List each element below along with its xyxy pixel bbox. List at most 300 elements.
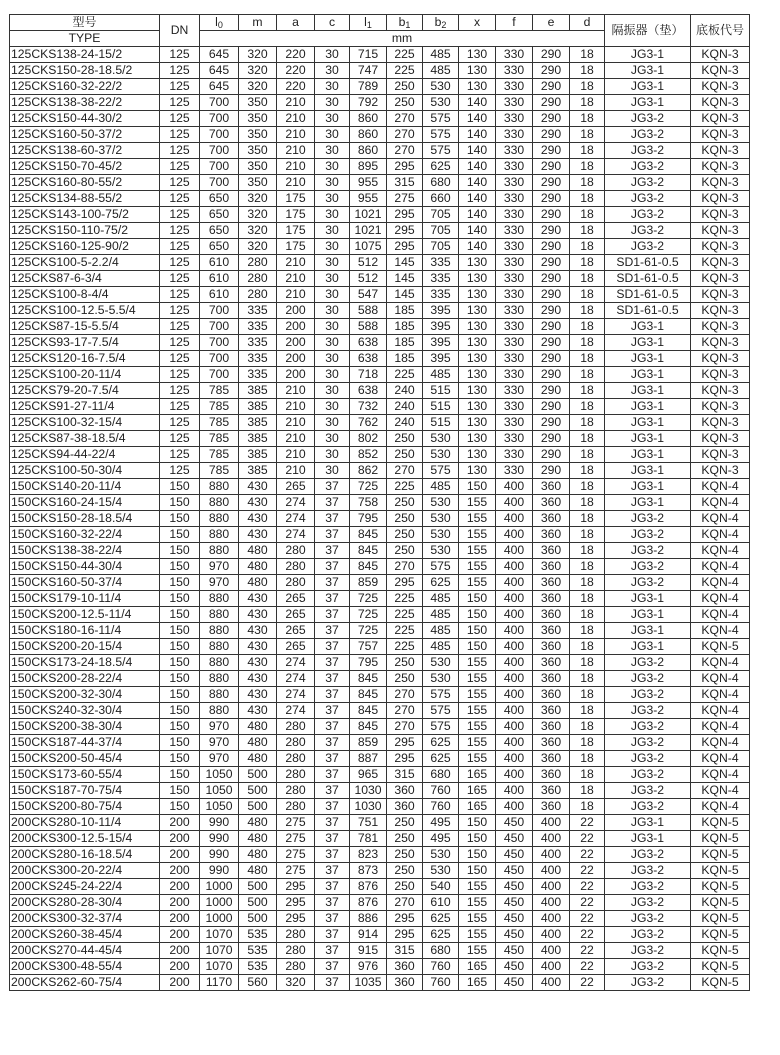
cell-a: 280 xyxy=(277,799,315,815)
cell-d: 18 xyxy=(570,719,605,735)
header-dim-subscript: 1 xyxy=(405,20,411,30)
cell-d: 18 xyxy=(570,111,605,127)
cell-isolator: JG3-1 xyxy=(605,431,691,447)
cell-type: 125CKS79-20-7.5/4 xyxy=(10,383,160,399)
cell-x: 155 xyxy=(459,751,496,767)
cell-base-plate: KQN-3 xyxy=(691,143,750,159)
cell-a: 295 xyxy=(277,911,315,927)
cell-b2: 530 xyxy=(423,495,459,511)
cell-l1: 795 xyxy=(350,511,387,527)
cell-b2: 705 xyxy=(423,239,459,255)
cell-l1: 792 xyxy=(350,95,387,111)
cell-b1: 250 xyxy=(387,79,423,95)
cell-e: 360 xyxy=(533,527,570,543)
cell-l1: 725 xyxy=(350,479,387,495)
cell-c: 30 xyxy=(315,287,350,303)
cell-l0: 785 xyxy=(200,431,239,447)
cell-base-plate: KQN-3 xyxy=(691,399,750,415)
cell-b1: 250 xyxy=(387,543,423,559)
cell-type: 150CKS200-12.5-11/4 xyxy=(10,607,160,623)
cell-x: 130 xyxy=(459,47,496,63)
cell-f: 330 xyxy=(496,367,533,383)
table-row xyxy=(10,287,750,303)
cell-b2: 485 xyxy=(423,367,459,383)
cell-l1: 845 xyxy=(350,543,387,559)
cell-a: 265 xyxy=(277,479,315,495)
cell-dn: 125 xyxy=(160,111,200,127)
cell-e: 290 xyxy=(533,111,570,127)
cell-isolator: JG3-2 xyxy=(605,783,691,799)
pump-spec-table xyxy=(9,14,750,991)
cell-base-plate: KQN-3 xyxy=(691,79,750,95)
cell-m: 535 xyxy=(239,927,277,943)
cell-e: 400 xyxy=(533,831,570,847)
cell-x: 130 xyxy=(459,303,496,319)
cell-l1: 758 xyxy=(350,495,387,511)
cell-m: 480 xyxy=(239,751,277,767)
cell-type: 125CKS150-28-18.5/2 xyxy=(10,63,160,79)
cell-f: 400 xyxy=(496,591,533,607)
cell-e: 360 xyxy=(533,623,570,639)
cell-b1: 250 xyxy=(387,527,423,543)
cell-a: 210 xyxy=(277,287,315,303)
cell-e: 360 xyxy=(533,687,570,703)
table-row xyxy=(10,655,750,671)
cell-dn: 150 xyxy=(160,799,200,815)
cell-c: 37 xyxy=(315,495,350,511)
cell-b2: 395 xyxy=(423,351,459,367)
cell-base-plate: KQN-4 xyxy=(691,719,750,735)
cell-dn: 125 xyxy=(160,255,200,271)
cell-a: 265 xyxy=(277,639,315,655)
cell-e: 360 xyxy=(533,559,570,575)
cell-d: 18 xyxy=(570,783,605,799)
cell-m: 430 xyxy=(239,687,277,703)
cell-f: 450 xyxy=(496,815,533,831)
cell-b1: 250 xyxy=(387,95,423,111)
cell-type: 125CKS94-44-22/4 xyxy=(10,447,160,463)
table-row xyxy=(10,79,750,95)
cell-b1: 295 xyxy=(387,575,423,591)
cell-a: 280 xyxy=(277,559,315,575)
cell-l0: 970 xyxy=(200,751,239,767)
header-dim-c xyxy=(315,15,350,31)
cell-b2: 625 xyxy=(423,735,459,751)
cell-e: 360 xyxy=(533,495,570,511)
cell-b2: 575 xyxy=(423,463,459,479)
cell-c: 37 xyxy=(315,799,350,815)
cell-b1: 295 xyxy=(387,751,423,767)
cell-c: 30 xyxy=(315,351,350,367)
cell-base-plate: KQN-4 xyxy=(691,655,750,671)
cell-b1: 270 xyxy=(387,703,423,719)
table-row xyxy=(10,895,750,911)
cell-d: 22 xyxy=(570,975,605,991)
cell-base-plate: KQN-3 xyxy=(691,415,750,431)
cell-x: 155 xyxy=(459,543,496,559)
cell-f: 330 xyxy=(496,255,533,271)
table-row xyxy=(10,111,750,127)
cell-base-plate: KQN-3 xyxy=(691,255,750,271)
cell-isolator: JG3-1 xyxy=(605,831,691,847)
cell-b1: 145 xyxy=(387,287,423,303)
cell-b2: 395 xyxy=(423,319,459,335)
cell-x: 155 xyxy=(459,735,496,751)
cell-b2: 530 xyxy=(423,79,459,95)
cell-l0: 880 xyxy=(200,591,239,607)
table-row xyxy=(10,431,750,447)
cell-c: 30 xyxy=(315,159,350,175)
cell-b1: 270 xyxy=(387,687,423,703)
table-row xyxy=(10,751,750,767)
cell-f: 400 xyxy=(496,671,533,687)
cell-a: 210 xyxy=(277,111,315,127)
cell-b2: 485 xyxy=(423,623,459,639)
header-dim-e xyxy=(533,15,570,31)
cell-l1: 781 xyxy=(350,831,387,847)
cell-l1: 757 xyxy=(350,639,387,655)
header-dim-symbol: m xyxy=(252,15,263,29)
cell-x: 155 xyxy=(459,879,496,895)
cell-l0: 1050 xyxy=(200,799,239,815)
cell-isolator: JG3-2 xyxy=(605,511,691,527)
table-row xyxy=(10,911,750,927)
cell-isolator: JG3-2 xyxy=(605,559,691,575)
cell-c: 30 xyxy=(315,399,350,415)
cell-a: 274 xyxy=(277,655,315,671)
cell-type: 125CKS138-38-22/2 xyxy=(10,95,160,111)
cell-type: 150CKS200-80-75/4 xyxy=(10,799,160,815)
cell-a: 200 xyxy=(277,319,315,335)
cell-b2: 530 xyxy=(423,511,459,527)
cell-dn: 200 xyxy=(160,831,200,847)
cell-f: 400 xyxy=(496,735,533,751)
cell-l0: 880 xyxy=(200,527,239,543)
cell-e: 360 xyxy=(533,607,570,623)
cell-c: 30 xyxy=(315,223,350,239)
cell-a: 274 xyxy=(277,511,315,527)
cell-l1: 802 xyxy=(350,431,387,447)
cell-type: 125CKS100-12.5-5.5/4 xyxy=(10,303,160,319)
cell-isolator: JG3-2 xyxy=(605,687,691,703)
cell-l1: 747 xyxy=(350,63,387,79)
cell-l1: 795 xyxy=(350,655,387,671)
cell-d: 18 xyxy=(570,239,605,255)
cell-base-plate: KQN-3 xyxy=(691,351,750,367)
cell-dn: 125 xyxy=(160,399,200,415)
cell-a: 280 xyxy=(277,959,315,975)
cell-c: 30 xyxy=(315,463,350,479)
cell-x: 150 xyxy=(459,639,496,655)
cell-a: 210 xyxy=(277,383,315,399)
cell-base-plate: KQN-3 xyxy=(691,303,750,319)
cell-type: 200CKS300-12.5-15/4 xyxy=(10,831,160,847)
cell-dn: 125 xyxy=(160,287,200,303)
cell-isolator: JG3-2 xyxy=(605,975,691,991)
cell-f: 450 xyxy=(496,943,533,959)
cell-type: 125CKS87-15-5.5/4 xyxy=(10,319,160,335)
cell-f: 400 xyxy=(496,543,533,559)
cell-dn: 150 xyxy=(160,703,200,719)
cell-f: 330 xyxy=(496,431,533,447)
cell-d: 18 xyxy=(570,463,605,479)
cell-b2: 495 xyxy=(423,831,459,847)
cell-f: 330 xyxy=(496,207,533,223)
cell-f: 330 xyxy=(496,271,533,287)
cell-base-plate: KQN-3 xyxy=(691,207,750,223)
cell-f: 330 xyxy=(496,447,533,463)
cell-x: 165 xyxy=(459,975,496,991)
cell-c: 30 xyxy=(315,95,350,111)
cell-l1: 859 xyxy=(350,575,387,591)
cell-a: 275 xyxy=(277,863,315,879)
cell-f: 330 xyxy=(496,303,533,319)
cell-b1: 250 xyxy=(387,879,423,895)
cell-type: 125CKS93-17-7.5/4 xyxy=(10,335,160,351)
cell-c: 30 xyxy=(315,47,350,63)
cell-c: 30 xyxy=(315,303,350,319)
cell-a: 175 xyxy=(277,223,315,239)
cell-l1: 789 xyxy=(350,79,387,95)
cell-f: 330 xyxy=(496,79,533,95)
cell-a: 280 xyxy=(277,575,315,591)
cell-m: 535 xyxy=(239,959,277,975)
cell-a: 200 xyxy=(277,367,315,383)
cell-d: 18 xyxy=(570,383,605,399)
cell-b2: 530 xyxy=(423,447,459,463)
cell-dn: 125 xyxy=(160,223,200,239)
cell-d: 18 xyxy=(570,335,605,351)
table-row xyxy=(10,671,750,687)
cell-d: 22 xyxy=(570,815,605,831)
cell-f: 400 xyxy=(496,479,533,495)
cell-e: 290 xyxy=(533,431,570,447)
table-row xyxy=(10,319,750,335)
cell-dn: 150 xyxy=(160,479,200,495)
cell-a: 200 xyxy=(277,351,315,367)
cell-d: 22 xyxy=(570,895,605,911)
cell-l1: 845 xyxy=(350,559,387,575)
cell-isolator: JG3-2 xyxy=(605,751,691,767)
cell-b1: 250 xyxy=(387,495,423,511)
cell-d: 18 xyxy=(570,367,605,383)
cell-l1: 845 xyxy=(350,703,387,719)
table-row xyxy=(10,335,750,351)
cell-isolator: JG3-2 xyxy=(605,159,691,175)
cell-c: 37 xyxy=(315,655,350,671)
cell-b1: 360 xyxy=(387,799,423,815)
cell-base-plate: KQN-3 xyxy=(691,463,750,479)
cell-x: 155 xyxy=(459,895,496,911)
cell-l1: 914 xyxy=(350,927,387,943)
cell-f: 400 xyxy=(496,703,533,719)
cell-type: 150CKS200-50-45/4 xyxy=(10,751,160,767)
cell-base-plate: KQN-4 xyxy=(691,783,750,799)
cell-f: 330 xyxy=(496,335,533,351)
cell-l1: 588 xyxy=(350,319,387,335)
cell-b1: 270 xyxy=(387,127,423,143)
cell-f: 400 xyxy=(496,495,533,511)
cell-l0: 880 xyxy=(200,623,239,639)
cell-l0: 645 xyxy=(200,79,239,95)
cell-l1: 638 xyxy=(350,383,387,399)
cell-x: 155 xyxy=(459,527,496,543)
cell-m: 480 xyxy=(239,543,277,559)
cell-f: 400 xyxy=(496,783,533,799)
cell-m: 320 xyxy=(239,223,277,239)
cell-e: 290 xyxy=(533,367,570,383)
cell-b1: 250 xyxy=(387,831,423,847)
cell-b1: 225 xyxy=(387,639,423,655)
cell-f: 400 xyxy=(496,751,533,767)
cell-l1: 876 xyxy=(350,895,387,911)
cell-type: 125CKS143-100-75/2 xyxy=(10,207,160,223)
cell-isolator: JG3-1 xyxy=(605,639,691,655)
cell-m: 430 xyxy=(239,623,277,639)
cell-a: 200 xyxy=(277,335,315,351)
cell-isolator: JG3-1 xyxy=(605,63,691,79)
cell-dn: 150 xyxy=(160,559,200,575)
cell-a: 200 xyxy=(277,303,315,319)
cell-base-plate: KQN-3 xyxy=(691,239,750,255)
cell-base-plate: KQN-3 xyxy=(691,383,750,399)
table-row xyxy=(10,591,750,607)
cell-m: 480 xyxy=(239,575,277,591)
cell-isolator: JG3-2 xyxy=(605,847,691,863)
cell-d: 22 xyxy=(570,831,605,847)
table-row xyxy=(10,815,750,831)
cell-e: 360 xyxy=(533,479,570,495)
cell-a: 274 xyxy=(277,671,315,687)
cell-b2: 335 xyxy=(423,255,459,271)
cell-dn: 200 xyxy=(160,879,200,895)
cell-dn: 125 xyxy=(160,383,200,399)
cell-f: 450 xyxy=(496,959,533,975)
cell-l0: 700 xyxy=(200,175,239,191)
cell-type: 125CKS134-88-55/2 xyxy=(10,191,160,207)
cell-f: 400 xyxy=(496,511,533,527)
cell-l1: 895 xyxy=(350,159,387,175)
header-dim-symbol: e xyxy=(547,15,555,29)
cell-d: 18 xyxy=(570,431,605,447)
cell-c: 30 xyxy=(315,207,350,223)
cell-x: 150 xyxy=(459,623,496,639)
cell-l0: 785 xyxy=(200,383,239,399)
cell-base-plate: KQN-3 xyxy=(691,319,750,335)
cell-l1: 732 xyxy=(350,399,387,415)
cell-b1: 240 xyxy=(387,415,423,431)
cell-x: 150 xyxy=(459,479,496,495)
cell-m: 430 xyxy=(239,591,277,607)
cell-e: 400 xyxy=(533,895,570,911)
cell-b2: 530 xyxy=(423,655,459,671)
table-row xyxy=(10,927,750,943)
cell-a: 280 xyxy=(277,543,315,559)
cell-type: 125CKS160-32-22/2 xyxy=(10,79,160,95)
cell-c: 37 xyxy=(315,623,350,639)
cell-l0: 700 xyxy=(200,351,239,367)
cell-d: 18 xyxy=(570,415,605,431)
cell-d: 18 xyxy=(570,495,605,511)
cell-type: 125CKS160-125-90/2 xyxy=(10,239,160,255)
cell-e: 290 xyxy=(533,175,570,191)
cell-b1: 360 xyxy=(387,959,423,975)
cell-dn: 125 xyxy=(160,463,200,479)
cell-l1: 1030 xyxy=(350,799,387,815)
cell-x: 130 xyxy=(459,271,496,287)
cell-l1: 1075 xyxy=(350,239,387,255)
cell-a: 320 xyxy=(277,975,315,991)
cell-l1: 725 xyxy=(350,623,387,639)
cell-b1: 145 xyxy=(387,271,423,287)
cell-b1: 250 xyxy=(387,447,423,463)
cell-c: 30 xyxy=(315,431,350,447)
cell-b2: 575 xyxy=(423,559,459,575)
cell-l0: 880 xyxy=(200,543,239,559)
cell-c: 37 xyxy=(315,671,350,687)
cell-b1: 360 xyxy=(387,975,423,991)
cell-isolator: SD1-61-0.5 xyxy=(605,287,691,303)
cell-c: 37 xyxy=(315,767,350,783)
cell-x: 140 xyxy=(459,191,496,207)
cell-l0: 1170 xyxy=(200,975,239,991)
cell-l0: 610 xyxy=(200,287,239,303)
cell-base-plate: KQN-5 xyxy=(691,879,750,895)
cell-m: 500 xyxy=(239,895,277,911)
cell-base-plate: KQN-3 xyxy=(691,127,750,143)
table-row xyxy=(10,943,750,959)
table-row xyxy=(10,399,750,415)
cell-isolator: JG3-2 xyxy=(605,959,691,975)
cell-a: 295 xyxy=(277,895,315,911)
cell-a: 275 xyxy=(277,815,315,831)
cell-dn: 150 xyxy=(160,591,200,607)
cell-dn: 200 xyxy=(160,847,200,863)
cell-c: 37 xyxy=(315,847,350,863)
table-row xyxy=(10,191,750,207)
cell-e: 290 xyxy=(533,383,570,399)
cell-x: 140 xyxy=(459,175,496,191)
cell-f: 330 xyxy=(496,287,533,303)
cell-m: 480 xyxy=(239,831,277,847)
cell-type: 150CKS160-32-22/4 xyxy=(10,527,160,543)
cell-base-plate: KQN-4 xyxy=(691,511,750,527)
cell-b1: 185 xyxy=(387,303,423,319)
cell-l0: 650 xyxy=(200,239,239,255)
cell-dn: 125 xyxy=(160,335,200,351)
cell-x: 165 xyxy=(459,799,496,815)
cell-l1: 588 xyxy=(350,303,387,319)
cell-type: 125CKS150-110-75/2 xyxy=(10,223,160,239)
cell-d: 18 xyxy=(570,351,605,367)
cell-l0: 990 xyxy=(200,847,239,863)
cell-dn: 200 xyxy=(160,895,200,911)
cell-type: 200CKS280-10-11/4 xyxy=(10,815,160,831)
cell-c: 30 xyxy=(315,319,350,335)
cell-x: 150 xyxy=(459,815,496,831)
cell-f: 330 xyxy=(496,143,533,159)
cell-d: 18 xyxy=(570,639,605,655)
cell-base-plate: KQN-4 xyxy=(691,799,750,815)
cell-b1: 295 xyxy=(387,207,423,223)
cell-b2: 530 xyxy=(423,527,459,543)
cell-l0: 1070 xyxy=(200,959,239,975)
cell-c: 30 xyxy=(315,271,350,287)
table-row xyxy=(10,495,750,511)
cell-b2: 610 xyxy=(423,895,459,911)
cell-b2: 485 xyxy=(423,591,459,607)
cell-l1: 1021 xyxy=(350,223,387,239)
